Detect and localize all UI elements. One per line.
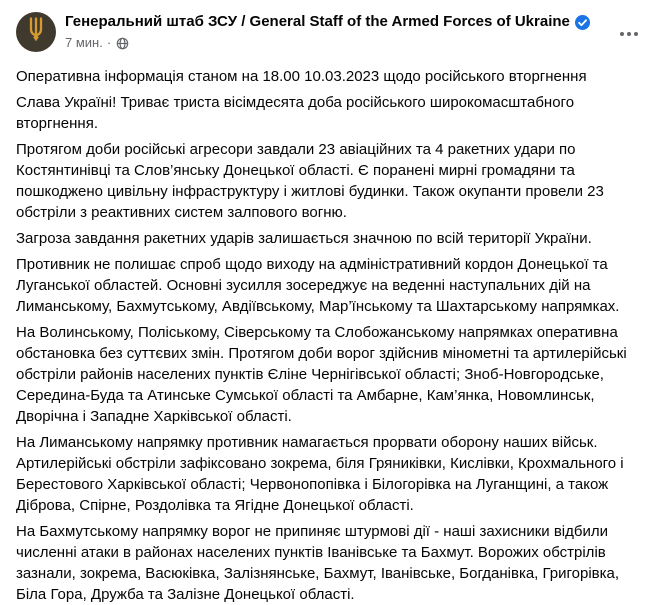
ellipsis-more-icon [627,32,631,36]
post-paragraph: Противник не полишає спроб щодо виходу на адміністративний кордон Донецької та Луганської областей. Основні зусилля зосереджує на веденні наступальних дій на Лиманському, Бахмутському, Авдіївському, Мар’їнському та Шахтарському напрямках. [16,256,620,315]
post-paragraph: Слава Україні! Триває триста вісімдесята доба російського широкомасштабного вторгнення. [16,94,575,132]
trident-tryzub-icon [25,16,47,48]
more-options-button[interactable] [613,22,645,46]
post-header-info [65,12,605,51]
post-paragraph: На Волинському, Поліському, Сіверському та Слобожанському напрямках оперативна обстановка без суттєвих змін. Протягом доби ворог здійснив мінометні та артилерійські обстріли районів населених пунктів Єліне Чернігівської області; Зноб-Новгородське, Середина-Буда та Атинське Сумської області та Амбарне, Кам’янка, Новомлинськ, Дворічна і Западне Харківської області. [16,324,627,425]
post-paragraph: На Бахмутському напрямку ворог не припиняє штурмові дії - наші захисники відбили численні атаки в районах населених пунктів Іванівське та Бахмут. Ворожих обстрілів зазнали, зокрема, Васюківка, Залізнянське, Бахмут, Іванівське, Богданівка, Григорівка, Біла Гора, Дружба та Залізне Донецької області. [16,523,620,603]
post-paragraph: Протягом доби російські агресори завдали 23 авіаційних та 4 ракетних удари по Костянтинівці та Слов’янську Донецької області. Є поранені мирні громадяни та пошкоджено цивільну інфраструктуру і житлові будинки. Також окупанти провели 23 обстріли з реактивних систем залпового вогню. [16,141,604,221]
ellipsis-more-icon [634,32,638,36]
post-paragraph: На Лиманському напрямку противник намагається прорвати оборону наших військ. Артилерійські обстріли зафіксовано зокрема, біля Гряниківки, Кислівки, Крохмального і Берестового Харківської області; Червонопопівка і Білогорівка на Луганщині, а також Діброва, Спірне, Роздолівка та Ягідне Донецької області. [16,434,624,514]
verified-badge-icon [575,15,590,30]
author-name-row [65,12,605,32]
ellipsis-more-icon [620,32,624,36]
post-paragraph: Загроза завдання ракетних ударів залишається значною по всій території України. [16,230,592,247]
post-timestamp[interactable]: 7 мин. [65,35,103,50]
meta-separator: · [106,35,112,50]
post-meta-row [65,35,605,51]
author-name-link[interactable]: Генеральний штаб ЗСУ / General Staff of the Armed Forces of Ukraine [65,13,570,30]
post-paragraph: Оперативна інформація станом на 18.00 10.03.2023 щодо російського вторгнення [16,68,587,85]
post-header [16,12,645,52]
post-body-text [16,66,645,605]
globe-public-icon [116,37,129,50]
avatar[interactable] [16,12,56,52]
